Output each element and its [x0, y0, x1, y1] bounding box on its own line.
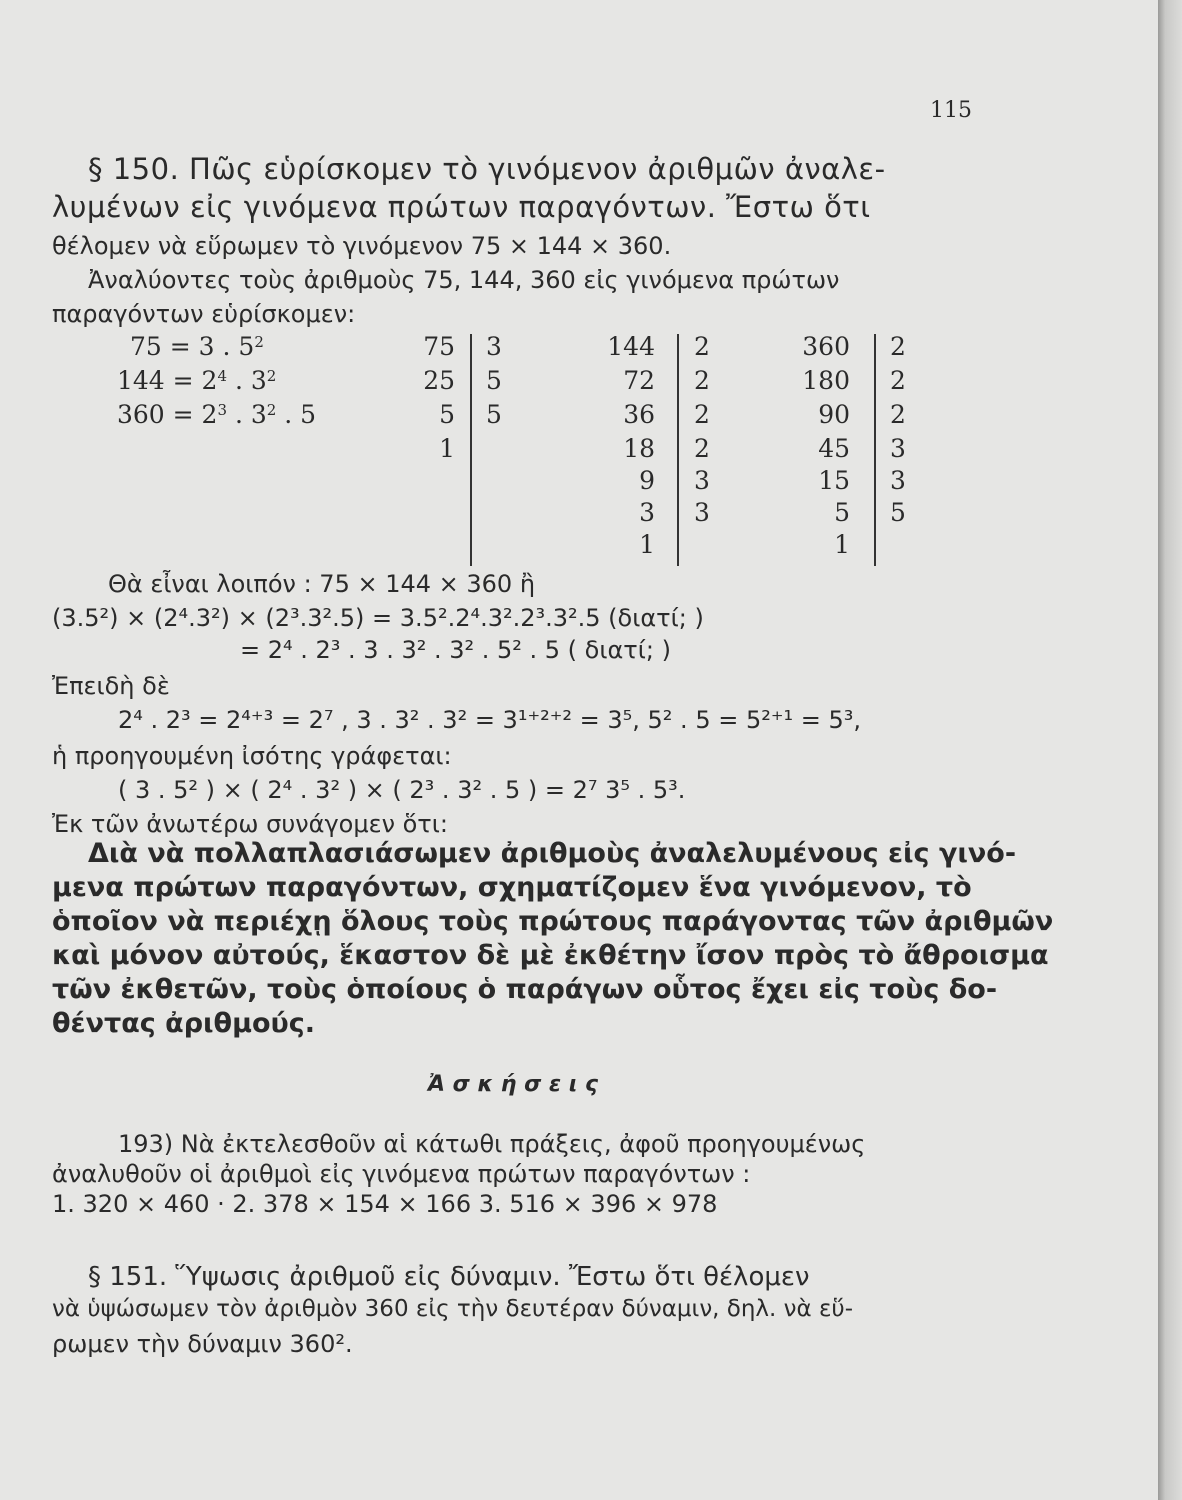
table-144-divisor: 3 — [694, 466, 710, 495]
product-line-6: ἡ προηγουμένη ἰσότης γράφεται: — [52, 742, 452, 770]
table-360-value: 15 — [818, 466, 850, 495]
rule-line-1: Διὰ νὰ πολλαπλασιάσωμεν ἀριθμοὺς ἀναλελυμένους εἰς γινό- — [88, 838, 1017, 869]
table-144-value: 9 — [639, 466, 655, 495]
table-360-value: 360 — [802, 332, 850, 361]
product-line-4: Ἐπειδὴ δὲ — [52, 672, 170, 700]
table-75-divisor: 5 — [486, 366, 502, 395]
factorization-144: $144 = 2^4$ . $3^2$ — [117, 366, 277, 395]
exercises-heading: Ἀ σ κ ή σ ε ι ς — [428, 1072, 599, 1097]
product-line-1: Θὰ εἶναι λοιπόν : 75 × 144 × 360 ἢ — [108, 570, 536, 598]
section-150-line-2: λυμένων εἰς γινόμενα πρώτων παραγόντων. Ἔστω ὅτι — [52, 190, 871, 224]
rule-line-5: τῶν ἐκθετῶν, τοὺς ὁποίους ὁ παράγων οὗτος ἔχει εἰς τοὺς δο- — [52, 974, 998, 1005]
table-144-divisor: 2 — [694, 434, 710, 463]
table-75-divisor: 3 — [486, 332, 502, 361]
table-144-divisor: 2 — [694, 400, 710, 429]
exercise-193-line-1: 193) Νὰ ἐκτελεσθοῦν αἱ κάτωθι πράξεις, ἀφοῦ προηγουμένως — [118, 1130, 866, 1158]
page-number: 115 — [930, 98, 972, 123]
exercise-193-line-3: 1. 320 × 460 · 2. 378 × 154 × 166 3. 516 × 396 × 978 — [52, 1190, 718, 1218]
section-150-line-4: Ἀναλύοντες τοὺς ἀριθμοὺς 75, 144, 360 εἰς γινόμενα πρώτων — [88, 266, 840, 294]
table-75-value: 25 — [423, 366, 455, 395]
rule-line-6: θέντας ἀριθμούς. — [52, 1008, 316, 1039]
table-144-value: 144 — [607, 332, 655, 361]
section-150-line-1: § 150. Πῶς εὑρίσκομεν τὸ γινόμενον ἀριθμῶν ἀναλε- — [88, 152, 886, 186]
table-144-divisor: 3 — [694, 498, 710, 527]
rule-line-3: ὁποῖον νὰ περιέχῃ ὅλους τοὺς πρώτους παράγοντας τῶν ἀριθμῶν — [52, 906, 1054, 937]
product-line-7: ( 3 . 5² ) × ( 2⁴ . 3² ) × ( 2³ . 3² . 5 ) = 2⁷ 3⁵ . 5³. — [118, 776, 686, 804]
table-75-value: 5 — [439, 400, 455, 429]
table-75-value: 75 — [423, 332, 455, 361]
table-144-value: 36 — [623, 400, 655, 429]
rule-line-2: μενα πρώτων παραγόντων, σχηματίζομεν ἕνα γινόμενον, τὸ — [52, 872, 972, 903]
table-360-divisor: 3 — [890, 466, 906, 495]
table-360-divisor: 3 — [890, 434, 906, 463]
table-75-value: 1 — [439, 434, 455, 463]
table-360-divisor: 2 — [890, 366, 906, 395]
table-144-divisor: 2 — [694, 332, 710, 361]
table-360-value: 45 — [818, 434, 850, 463]
table-144-divider — [677, 334, 679, 566]
table-144-value: 72 — [623, 366, 655, 395]
table-144-value: 1 — [639, 530, 655, 559]
factorization-75: 75 = 3 . $5^2$ — [130, 332, 264, 361]
section-150-line-5: παραγόντων εὑρίσκομεν: — [52, 300, 356, 328]
section-151-line-3: ρωμεν τὴν δύναμιν 360². — [52, 1330, 353, 1358]
table-144-divisor: 2 — [694, 366, 710, 395]
product-line-3: = 2⁴ . 2³ . 3 . 3² . 3² . 5² . 5 ( διατί; ) — [240, 636, 671, 664]
table-360-divisor: 5 — [890, 498, 906, 527]
factorization-360: $360 = 2^3$ . $3^2$ . 5 — [117, 400, 317, 429]
table-360-divider — [874, 334, 876, 566]
product-line-8: Ἐκ τῶν ἀνωτέρω συνάγομεν ὅτι: — [52, 810, 448, 838]
table-360-divisor: 2 — [890, 400, 906, 429]
table-144-value: 3 — [639, 498, 655, 527]
table-75-divider — [470, 334, 472, 566]
table-360-value: 5 — [834, 498, 850, 527]
product-line-5: 2⁴ . 2³ = 2⁴⁺³ = 2⁷ , 3 . 3² . 3² = 3¹⁺²⁺² = 3⁵, 5² . 5 = 5²⁺¹ = 5³, — [118, 706, 862, 734]
rule-line-4: καὶ μόνον αὐτούς, ἕκαστον δὲ μὲ ἐκθέτην ἴσον πρὸς τὸ ἄθροισμα — [52, 940, 1049, 971]
section-151-line-1: § 151. Ὕψωσις ἀριθμοῦ εἰς δύναμιν. Ἔστω ὅτι θέλομεν — [88, 1262, 810, 1292]
table-360-value: 180 — [802, 366, 850, 395]
page-edge-shadow — [1158, 0, 1182, 1500]
section-151-line-2: νὰ ὑψώσωμεν τὸν ἀριθμὸν 360 εἰς τὴν δευτέραν δύναμιν, δηλ. νὰ εὕ- — [52, 1296, 854, 1322]
product-line-2: (3.5²) × (2⁴.3²) × (2³.3².5) = 3.5².2⁴.3².2³.3².5 (διατί; ) — [52, 604, 704, 632]
table-75-divisor: 5 — [486, 400, 502, 429]
table-360-value: 90 — [818, 400, 850, 429]
table-360-divisor: 2 — [890, 332, 906, 361]
table-144-value: 18 — [623, 434, 655, 463]
exercise-193-line-2: ἀναλυθοῦν οἱ ἀριθμοὶ εἰς γινόμενα πρώτων παραγόντων : — [52, 1160, 751, 1188]
section-150-line-3: θέλομεν νὰ εὕρωμεν τὸ γινόμενον 75 × 144 × 360. — [52, 232, 672, 260]
table-360-value: 1 — [834, 530, 850, 559]
